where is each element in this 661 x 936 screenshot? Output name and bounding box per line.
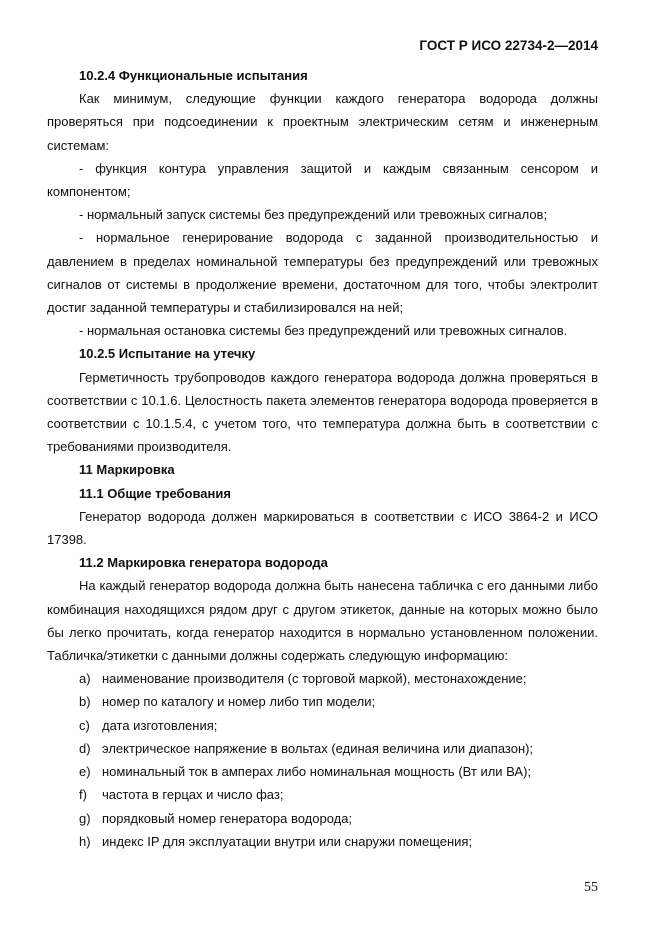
- section-heading-11-1: 11.1 Общие требования: [79, 485, 231, 501]
- paragraph: На каждый генератор водорода должна быть нанесена табличка с его данными либо комбинация находящихся рядом друг с другом этикеток, данные на которых можно было бы легко прочитать, когда генератор находится в нормально установленном положении. Табличка/этикетки с данными должны содержать следующую информацию:: [47, 578, 598, 664]
- list-text: электрическое напряжение в вольтах (единая величина или диапазон);: [102, 740, 534, 756]
- section-heading-10-2-4: 10.2.4 Функциональные испытания: [79, 68, 308, 83]
- marking-list: [47, 667, 598, 853]
- list-marker: c): [79, 717, 90, 733]
- list-text: номер по каталогу и номер либо тип модели;: [102, 694, 376, 710]
- document-code-header: ГОСТ Р ИСО 22734-2—2014: [419, 38, 598, 53]
- list-item: [47, 807, 598, 830]
- paragraph: - нормальная остановка системы без предупреждений или тревожных сигналов.: [79, 323, 568, 339]
- list-marker: a): [79, 671, 91, 687]
- page-content: [47, 64, 598, 853]
- section-heading-10-2-5: 10.2.5 Испытание на утечку: [79, 346, 256, 362]
- list-text: дата изготовления;: [102, 717, 218, 733]
- list-item: [47, 714, 598, 737]
- paragraph: Герметичность трубопроводов каждого генератора водорода должна проверяться в соответствии с 10.1.6. Целостность пакета элементов генератора водорода проверяется в соответствии с 10.1.5.4, с учетом того, что температура должна быть в соответствии с требованиями производителя.: [47, 369, 598, 455]
- list-item: [47, 737, 598, 760]
- list-text: индекс IP для эксплуатации внутри или снаружи помещения;: [102, 833, 473, 849]
- section-heading-11: 11 Маркировка: [79, 462, 175, 478]
- list-item: [47, 667, 598, 690]
- list-marker: h): [79, 833, 91, 849]
- paragraph: Как минимум, следующие функции каждого генератора водорода должны проверяться при подсоединении к проектным электрическим сетям и инженерным системам:: [47, 91, 598, 153]
- list-text: частота в герцах и число фаз;: [102, 787, 284, 803]
- list-marker: b): [79, 694, 91, 710]
- list-marker: d): [79, 740, 91, 756]
- list-item: [47, 783, 598, 806]
- list-item: [47, 690, 598, 713]
- list-item: [47, 830, 598, 853]
- list-marker: f): [79, 787, 87, 803]
- list-marker: e): [79, 764, 91, 780]
- paragraph: - нормальный запуск системы без предупреждений или тревожных сигналов;: [79, 207, 548, 223]
- paragraph: Генератор водорода должен маркироваться в соответствии с ИСО 3864-2 и ИСО 17398.: [47, 508, 598, 548]
- list-item: [47, 760, 598, 783]
- list-text: наименование производителя (с торговой маркой), местонахождение;: [102, 671, 527, 687]
- paragraph: - функция контура управления защитой и каждым связанным сенсором и компонентом;: [47, 160, 598, 200]
- list-text: порядковый номер генератора водорода;: [102, 810, 353, 826]
- page-number: 55: [584, 880, 598, 895]
- list-marker: g): [79, 810, 91, 826]
- paragraph: - нормальное генерирование водорода с заданной производительностью и давлением в пределах номинальной температуры без предупреждений или тревожных сигналов от системы в продолжение времени, достаточном для того, чтобы электролит достиг заданной температуры и стабилизировался на ней;: [47, 230, 598, 316]
- section-heading-11-2: 11.2 Маркировка генератора водорода: [79, 555, 328, 571]
- list-text: номинальный ток в амперах либо номинальная мощность (Вт или ВА);: [102, 764, 532, 780]
